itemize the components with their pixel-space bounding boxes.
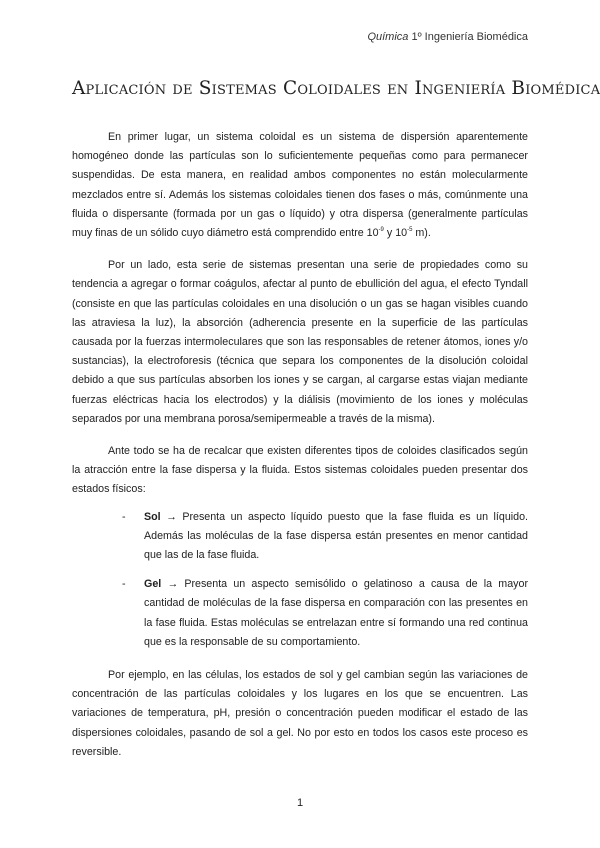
exponent-upper: -5 [407, 227, 413, 234]
header-subject: Química [367, 31, 409, 43]
list-item-sol [72, 508, 528, 566]
list-dash: - [122, 578, 126, 591]
term-gel: Gel [144, 578, 162, 591]
paragraph-types: Ante todo se ha de recalcar que existen diferentes tipos de coloides clasificados según la atracción entre la fase dispersa y la fluida. Estos sistemas coloidales pueden presentar dos estados físicos: [72, 445, 528, 496]
page-header [367, 31, 528, 43]
paragraph-example: Por ejemplo, en las células, los estados de sol y gel cambian según las variaciones de concentración de las partículas coloidales y los lugares en los que se encuentren. Las variaciones de temperatura, pH, presión o concentración pueden modificar el estado de las dispersiones coloidales, pasando de sol a gel. No por esto en todos los casos este proceso es reversible. [72, 669, 528, 758]
exponent-lower: -9 [378, 227, 384, 234]
description-sol: → Presenta un aspecto líquido puesto que la fase fluida es un líquido. Además las moléculas de la fase dispersa están presentes en menor cantidad que las de la fase fluida. [144, 510, 528, 562]
document-title: Aplicación de Sistemas Coloidales en Ingeniería Biomédica [72, 78, 600, 99]
document-body [72, 128, 528, 775]
paragraph-properties: Por un lado, esta serie de sistemas presentan una serie de propiedades como su tendencia a agregar o formar coágulos, afectar al punto de ebullición del agua, el efecto Tyndall (consiste en que las partículas coloidales en una disolución o un gas se hagan visibles cuando las atraviesa la luz), la absorción (adherencia presente en la superficie de las partículas causada por la fuerzas intermoleculares que son las responsables de retener átomos, iones y/o sustancias), la electroforesis (técnica que separa los componentes de la disolución coloidal debido a que sus partículas absorben los iones y se cargan, al cargarse estas viajan mediante fuerzas eléctricas hacia los electrodos) y la diálisis (movimiento de los iones y moléculas separados por una membrana porosa/semipermeable a través de la misma). [72, 259, 528, 425]
paragraph-introduction-mid: y 10 [383, 227, 408, 240]
list-item-gel [72, 575, 528, 652]
page-number: 1 [296, 797, 304, 809]
term-sol: Sol [144, 510, 161, 523]
list-dash: - [122, 510, 126, 523]
paragraph-introduction [72, 128, 528, 243]
description-gel: → Presenta un aspecto semisólido o gelatinoso a causa de la mayor cantidad de moléculas de la fase dispersa en comparación con las presentes en la fase fluida. Estas moléculas se entrelazan entre sí formando una red continua que es la responsable de su comportamiento. [144, 578, 528, 648]
header-course: 1º Ingeniería Biomédica [408, 31, 528, 43]
physical-states-list [72, 508, 528, 652]
paragraph-introduction-text: En primer lugar, un sistema coloidal es un sistema de dispersión aparentemente homogéneo donde las partículas son lo suficientemente pequeñas como para permanecer suspendidas. De esta manera, en realidad ambos componentes no están molecularmente mezclados entre sí. Además los sistemas coloidales tienen dos fases o más, comúnmente una fluida o dispersante (formada por un gas o líquido) y otra dispersa (generalmente partículas muy finas de un sólido cuyo diámetro está comprendido entre 10 [72, 131, 528, 240]
paragraph-introduction-end: m). [412, 227, 431, 240]
